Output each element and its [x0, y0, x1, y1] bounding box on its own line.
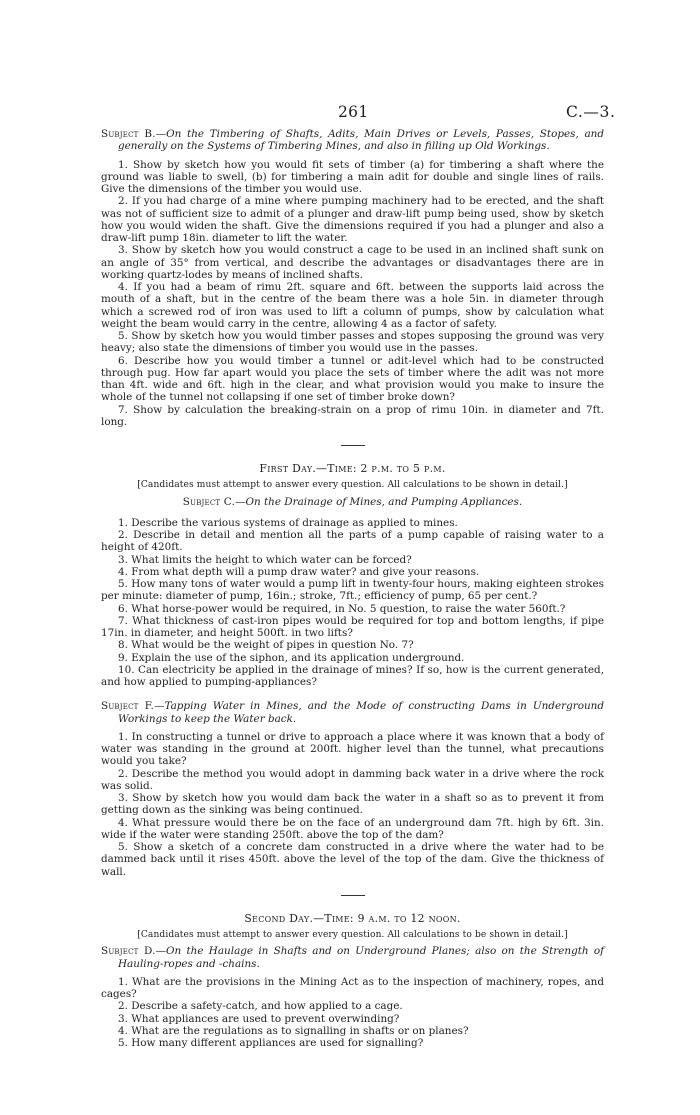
page-number: 261: [338, 103, 369, 121]
subject-f-questions: [101, 731, 604, 878]
first-day-note: [Candidates must attempt to answer every question. All calculations to be shown in detail.]: [137, 480, 568, 491]
question: 1. Show by sketch how you would fit sets of timber (a) for timbering a shaft where the ground was liable to swell, (b) for timbering a main adit for double and single lines of rails. Give the dimensions of the timber you would use.: [101, 158, 604, 195]
subject-c-label: Subject C.: [182, 495, 236, 508]
question: 2. If you had charge of a mine where pumping machinery had to be erected, and the shaft was not of sufficient size to admit of a plunger and draw-lift pump being used, show by sketch how you would widen the shaft. Give the dimensions required if you had a plunger and also a draw-lift pump 18in. diameter to lift the water.: [101, 195, 604, 244]
question: 5. Show by sketch how you would timber passes and stopes supposing the ground was very heavy; also state the dimensions of timber you would use in the passes.: [101, 330, 604, 355]
question: 3. Show by sketch how you would construct a cage to be used in an inclined shaft sunk on an angle of 35° from vertical, and describe the advantages or disadvantages there are in working quartz-lodes by means of inclined shafts.: [101, 244, 604, 281]
page-body: [101, 128, 604, 1049]
subject-c-heading: [101, 496, 604, 508]
subject-c-questions: [101, 517, 604, 689]
question: 5. How many different appliances are used for signalling?: [118, 1037, 424, 1049]
subject-c-title: —On the Drainage of Mines, and Pumping Appliances.: [235, 495, 523, 508]
question: 2. Describe in detail and mention all the parts of a pump capable of raising water to a height of 420ft.: [101, 529, 604, 554]
question: 4. What are the regulations as to signalling in shafts or on planes?: [118, 1024, 469, 1037]
page-header: [0, 103, 700, 121]
question: 3. What appliances are used to prevent overwinding?: [118, 1012, 400, 1025]
subject-f-heading: [101, 700, 604, 725]
subject-d-label: Subject D.: [101, 945, 156, 958]
second-day-heading: Second Day.—Time: 9 a.m. to 12 noon.: [244, 911, 461, 925]
subject-f-title: —Tapping Water in Mines, and the Mode of constructing Dams in Underground Workings to keep the Water back.: [118, 700, 604, 725]
question: 2. Describe the method you would adopt in damming back water in a drive where the rock was solid.: [101, 767, 604, 792]
subject-d-title: —On the Haulage in Shafts and on Underground Planes; also on the Strength of Hauling-ropes and -chains.: [118, 945, 604, 970]
question: 4. If you had a beam of rimu 2ft. square and 6ft. between the supports laid across the mouth of a shaft, but in the centre of the beam there was a hole 5in. in diameter through which a screwed rod of iron was used to lift a column of pumps, show by calculation what weight the beam would carry in the centre, allowing 4 as a factor of safety.: [101, 281, 604, 330]
question: 4. What pressure would there be on the face of an underground dam 7ft. high by 6ft. 3in. wide if the water were standing 250ft. above the top of the dam?: [101, 816, 604, 841]
question: 6. Describe how you would timber a tunnel or adit-level which had to be constructed through pug. How far apart would you place the sets of timber where the adit was not more than 4ft. wide and 6ft. high in the clear, and what provision would you make to insure the whole of the tunnel not collapsing if one set of timber broke down?: [101, 354, 604, 404]
question: 1. Describe the various systems of drainage as applied to mines.: [118, 516, 458, 529]
question: 5. Show a sketch of a concrete dam constructed in a drive where the water had to be dammed back until it rises 450ft. above the level of the top of the dam. Give the thickness of wall.: [101, 841, 604, 878]
subject-f-label: Subject F.: [101, 700, 155, 713]
question: 10. Can electricity be applied in the drainage of mines? If so, how is the current generated, and how applied to pumping-appliances?: [101, 663, 604, 688]
question: 2. Describe a safety-catch, and how applied to a cage.: [118, 1000, 403, 1013]
question: 6. What horse-power would be required, in No. 5 question, to raise the water 560ft.?: [118, 602, 566, 615]
question: 7. What thickness of cast-iron pipes would be required for top and bottom lengths, if pipe 17in. in diameter, and height 500ft. in two lifts?: [101, 614, 604, 639]
subject-b-title: —On the Timbering of Shafts, Adits, Main Drives or Levels, Passes, Stopes, and generally on the Systems of Timbering Mines, and also in filling up Old Workings.: [118, 128, 604, 153]
subject-b-questions: [101, 159, 604, 429]
question: 4. From what depth will a pump draw water? and give your reasons.: [118, 565, 480, 578]
question: 1. What are the provisions in the Mining Act as to the inspection of machinery, ropes, and cages?: [101, 975, 604, 1000]
subject-d-heading: [101, 945, 604, 970]
subject-d-questions: [101, 976, 604, 1050]
document-reference: C.—3.: [566, 103, 616, 121]
subject-b-heading: [101, 128, 604, 153]
first-day-heading: First Day.—Time: 2 p.m. to 5 p.m.: [259, 462, 446, 475]
subject-b-label: Subject B.: [101, 128, 156, 140]
question: 8. What would be the weight of pipes in question No. 7?: [118, 639, 414, 652]
question: 1. In constructing a tunnel or drive to approach a place where it was known that a body of water was standing in the ground at 200ft. higher level than the tunnel, what precautions would you take?: [101, 730, 604, 768]
second-day-note: [Candidates must attempt to answer every question. All calculations to be shown in detail.]: [137, 930, 568, 940]
question: 3. What limits the height to which water can be forced?: [118, 553, 412, 566]
question: 9. Explain the use of the siphon, and its application underground.: [118, 651, 465, 664]
question: 3. Show by sketch how you would dam back the water in a shaft so as to prevent it from getting down as the sinking was being continued.: [101, 792, 604, 817]
question: 5. How many tons of water would a pump lift in twenty-four hours, making eighteen strokes per minute: diameter of pump, 16in.; stroke, 7ft.; efficiency of pump, 65 per cent.?: [101, 578, 604, 603]
question: 7. Show by calculation the breaking-strain on a prop of rimu 10in. in diameter and 7ft. long.: [101, 403, 604, 428]
